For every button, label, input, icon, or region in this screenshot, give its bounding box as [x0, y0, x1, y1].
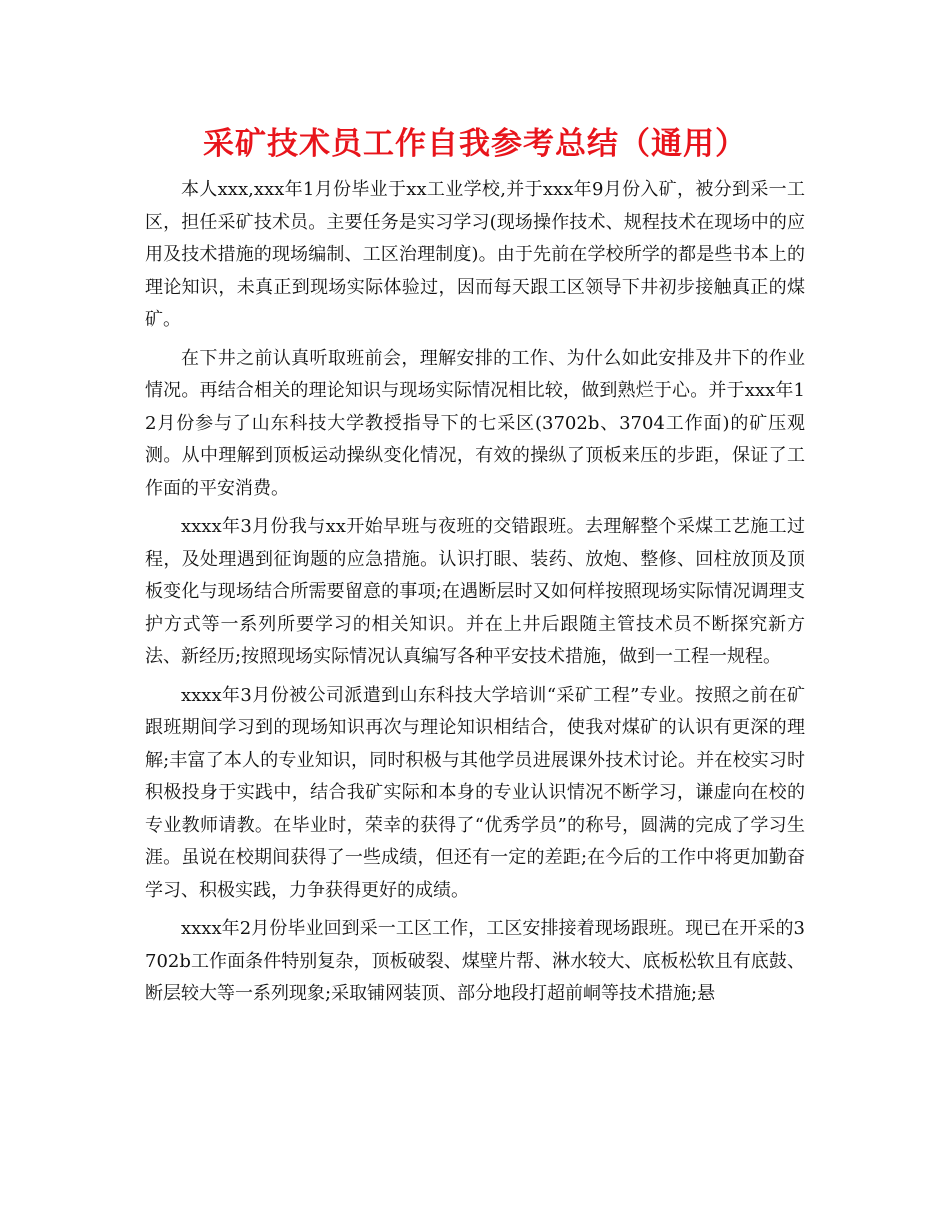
document-title: 采矿技术员工作自我参考总结（通用） — [203, 126, 747, 162]
paragraph-5: xxxx年2月份毕业回到采一工区工作，工区安排接着现场跟班。现已在开采的3702b工作面条件特别复杂，顶板破裂、煤壁片帮、淋水较大、底板松软且有底鼓、断层较大等一系列现象;采取铺网装顶、部分地段打超前峒等技术措施;悬 — [145, 918, 805, 1004]
paragraph-4: xxxx年3月份被公司派遣到山东科技大学培训“采矿工程”专业。按照之前在矿跟班期间学习到的现场知识再次与理论知识相结合，使我对煤矿的认识有更深的理解;丰富了本人的专业知识，同时积极与其他学员进展课外技术讨论。并在校实习时积极投身于实践中，结合我矿实际和本身的专业认识情况不断学习，谦虚向在校的专业教师请教。在毕业时，荣幸的获得了“优秀学员”的称号，圆满的完成了学习生涯。虽说在校期间获得了一些成绩，但还有一定的差距;在今后的工作中将更加勤奋学习、积极实践，力争获得更好的成绩。 — [145, 684, 805, 901]
paragraph-1: 本人xxx,xxx年1月份毕业于xx工业学校,并于xxx年9月份入矿，被分到采一工区，担任采矿技术员。主要任务是实习学习(现场操作技术、规程技术在现场中的应用及技术措施的现场编制、工区治理制度)。由于先前在学校所学的都是些书本上的理论知识，未真正到现场实际体验过，因而每天跟工区领导下井初步接触真正的煤矿。 — [145, 179, 805, 330]
document-page — [145, 122, 805, 1017]
paragraph-3: xxxx年3月份我与xx开始早班与夜班的交错跟班。去理解整个采煤工艺施工过程，及处理遇到征询题的应急措施。认识打眼、装药、放炮、整修、回柱放顶及顶板变化与现场结合所需要留意的事项;在遇断层时又如何样按照现场实际情况调理支护方式等一系列所要学习的相关知识。并在上井后跟随主管技术员不断探究新方法、新经历;按照现场实际情况认真编写各种平安技术措施，做到一工程一规程。 — [145, 516, 805, 667]
paragraph-2: 在下井之前认真听取班前会，理解安排的工作、为什么如此安排及井下的作业情况。再结合相关的理论知识与现场实际情况相比较，做到熟烂于心。并于xxx年12月份参与了山东科技大学教授指导下的七采区(3702b、3704工作面)的矿压观测。从中理解到顶板运动操纵变化情况，有效的操纵了顶板来压的步距，保证了工作面的平安消费。 — [145, 347, 805, 499]
